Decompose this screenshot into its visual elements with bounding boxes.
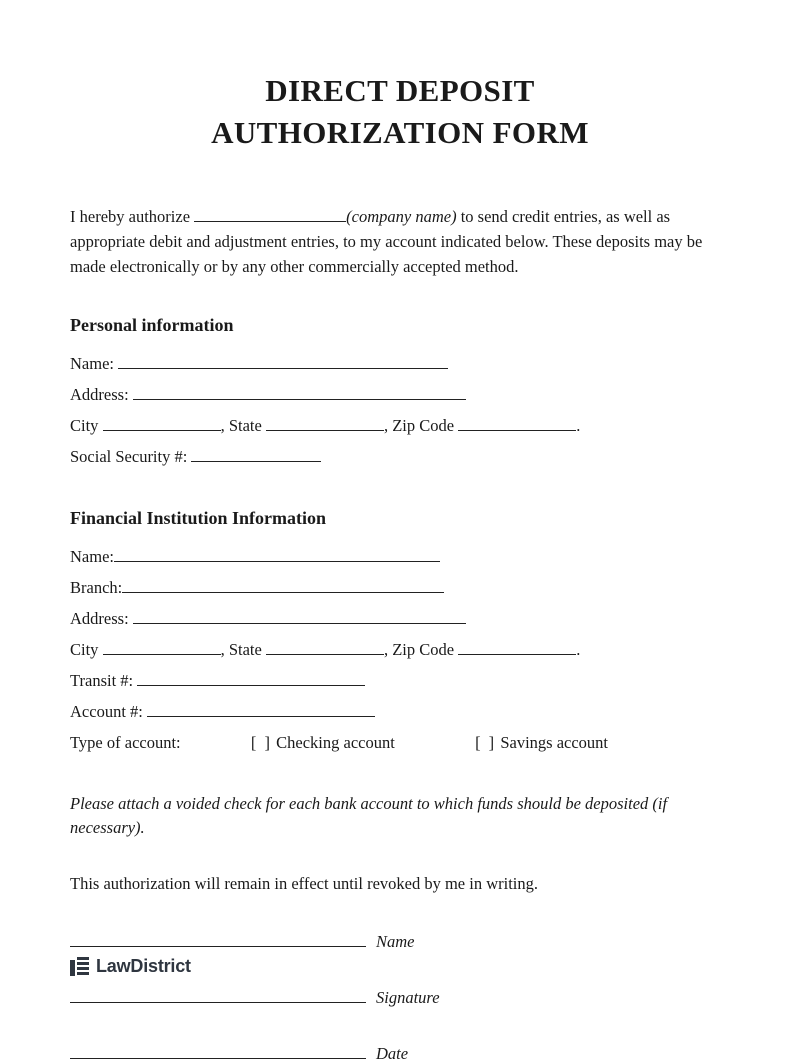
input-personal-name[interactable] [118, 355, 448, 369]
label-personal-state: , State [220, 416, 262, 435]
input-account-number[interactable] [147, 703, 375, 717]
authorization-intro-paragraph [70, 204, 730, 279]
document-title [70, 70, 730, 154]
section-heading-personal: Personal information [70, 315, 234, 335]
label-bank-branch: Branch: [70, 578, 123, 597]
field-transit-number [70, 665, 730, 696]
lawdistrict-logo-text [96, 956, 191, 977]
field-bank-branch [70, 572, 730, 603]
signature-label-name: Name [376, 932, 415, 951]
logo-text-district: District [130, 956, 191, 976]
label-bank-name: Name: [70, 547, 114, 566]
intro-text-before: I hereby authorize [70, 207, 195, 226]
checkbox-savings-account[interactable] [475, 727, 608, 758]
checkbox-checking-account[interactable] [251, 727, 395, 758]
signature-row-name [70, 932, 730, 952]
field-bank-address [70, 603, 730, 634]
input-transit-number[interactable] [137, 672, 365, 686]
input-personal-address[interactable] [133, 386, 466, 400]
label-bank-state: , State [220, 640, 262, 659]
field-account-number [70, 696, 730, 727]
company-name-blank[interactable] [194, 207, 346, 222]
label-personal-name: Name: [70, 354, 114, 373]
label-personal-zip-end: . [576, 416, 581, 435]
checkbox-checking-label: Checking account [276, 733, 395, 752]
title-line-2: AUTHORIZATION FORM [211, 115, 589, 150]
signature-label-signature: Signature [376, 988, 440, 1007]
signature-label-date: Date [376, 1044, 409, 1063]
field-account-type [70, 727, 730, 758]
label-personal-address: Address: [70, 385, 129, 404]
lawdistrict-logo-icon [70, 957, 89, 976]
voided-check-note: Please attach a voided check for each bank account to which funds should be deposited (if necessary). [70, 794, 668, 837]
company-name-hint: (company name) [346, 207, 457, 226]
label-account-type: Type of account: [70, 733, 181, 752]
signature-row-signature [70, 988, 730, 1008]
field-bank-city-state-zip [70, 634, 730, 665]
checkbox-checking-box[interactable]: [ ] [250, 733, 273, 752]
signature-line-date[interactable] [70, 1045, 366, 1059]
label-bank-address: Address: [70, 609, 129, 628]
input-bank-zip[interactable] [458, 641, 576, 655]
input-personal-city[interactable] [103, 417, 221, 431]
label-personal-city: City [70, 416, 99, 435]
logo-text-law: Law [96, 956, 131, 976]
input-bank-city[interactable] [103, 641, 221, 655]
signature-row-date [70, 1044, 730, 1064]
input-bank-branch[interactable] [122, 579, 444, 593]
field-personal-name [70, 348, 730, 379]
input-bank-address[interactable] [133, 610, 466, 624]
label-bank-zip-end: . [576, 640, 581, 659]
label-bank-zip: , Zip Code [383, 640, 455, 659]
field-personal-city-state-zip [70, 410, 730, 441]
field-personal-address [70, 379, 730, 410]
input-personal-zip[interactable] [458, 417, 576, 431]
label-social-security: Social Security #: [70, 447, 188, 466]
label-account-number: Account #: [70, 702, 143, 721]
input-bank-state[interactable] [266, 641, 384, 655]
label-transit-number: Transit #: [70, 671, 134, 690]
input-bank-name[interactable] [114, 548, 440, 562]
field-bank-name [70, 541, 730, 572]
input-social-security[interactable] [191, 448, 321, 462]
authorization-duration-statement: This authorization will remain in effect until revoked by me in writing. [70, 874, 538, 893]
title-line-1: DIRECT DEPOSIT [265, 73, 535, 108]
checkbox-savings-label: Savings account [500, 733, 608, 752]
signature-line-name[interactable] [70, 933, 366, 947]
field-social-security [70, 441, 730, 472]
label-bank-city: City [70, 640, 99, 659]
label-personal-zip: , Zip Code [383, 416, 455, 435]
section-heading-financial: Financial Institution Information [70, 508, 327, 528]
input-personal-state[interactable] [266, 417, 384, 431]
checkbox-savings-box[interactable]: [ ] [475, 733, 497, 752]
signature-line-signature[interactable] [70, 989, 366, 1003]
footer-logo [70, 956, 191, 977]
intro-text-after: to send credit entries, as well as appropriate debit and adjustment entries, to my account indicated below. These deposits may be made electronically or by any other commercially accepted method. [70, 207, 703, 276]
